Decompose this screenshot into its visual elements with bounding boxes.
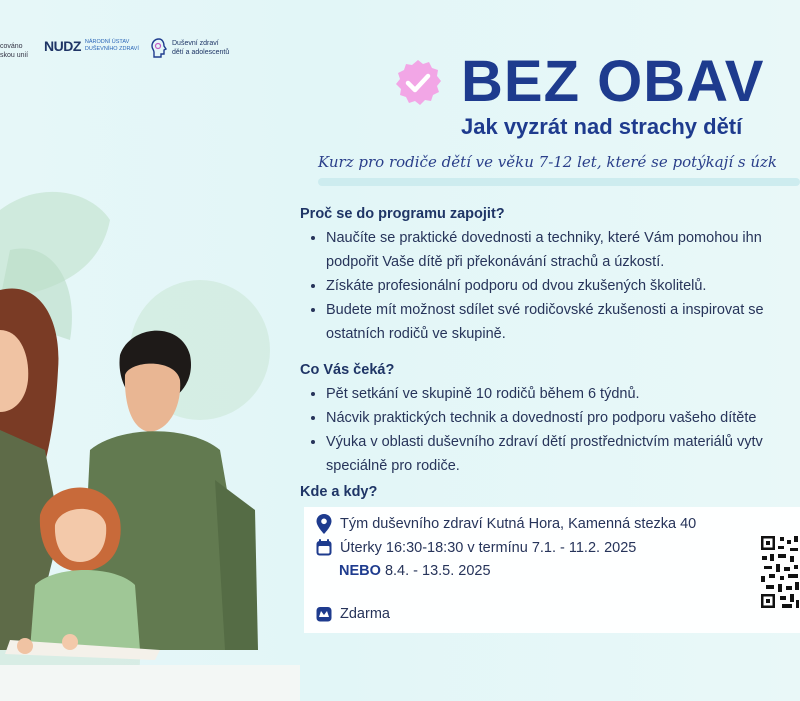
alt-dates bbox=[339, 563, 491, 579]
location-row bbox=[316, 514, 696, 534]
list-item: • Výuka v oblasti duševního zdraví dětí prostřednictvím materiálů vytv speciálně pro rodiče. bbox=[326, 430, 763, 478]
alt-dates-text: 8.4. - 13.5. 2025 bbox=[384, 563, 491, 579]
eu-line-2: skou unií bbox=[0, 52, 29, 59]
dates-text: Úterky 16:30-18:30 v termínu 7.1. - 11.2. 2025 bbox=[340, 539, 637, 556]
list-item: • Pět setkání ve skupině 10 rodičů během 6 týdnů. bbox=[326, 382, 763, 406]
nudz-line-1: NÁRODNÍ ÚSTAV bbox=[84, 39, 130, 45]
tagline-highlight bbox=[318, 178, 800, 186]
dates-row bbox=[316, 539, 636, 556]
price-text: Zdarma bbox=[340, 606, 390, 622]
location-text: Tým duševního zdraví Kutná Hora, Kamenná stezka 40 bbox=[340, 516, 697, 532]
nudz-mark: NUDZ bbox=[44, 38, 81, 54]
eu-line-1: cováno bbox=[0, 43, 23, 50]
list-item: • Naučíte se praktické dovednosti a techniky, které Vám pomohou ihn podpořit Vaše dítě při překonávání strachů a úzkostí. bbox=[326, 226, 764, 274]
price-row bbox=[316, 606, 390, 622]
section-heading: Kde a kdy? bbox=[300, 484, 378, 500]
partner-logos bbox=[0, 38, 260, 68]
qr-code[interactable] bbox=[760, 534, 800, 610]
dzda-line-1: Duševní zdraví bbox=[172, 40, 219, 47]
expect-list bbox=[300, 382, 763, 478]
wallet-icon bbox=[316, 606, 332, 622]
why-list bbox=[300, 226, 764, 346]
section-where bbox=[300, 484, 377, 500]
head-profile-icon bbox=[150, 38, 168, 58]
list-item: • Budete mít možnost sdílet své rodičovské zkušenosti a inspirovat se ostatních rodičů ve skupině. bbox=[326, 298, 764, 346]
list-item: • Získáte profesionální podporu od dvou zkušených školitelů. bbox=[326, 274, 764, 298]
page-title: BEZ OBAV bbox=[461, 49, 765, 114]
dzda-line-2: dětí a adolescentů bbox=[172, 49, 230, 56]
eu-logo-text bbox=[0, 42, 28, 60]
section-heading: Co Vás čeká? bbox=[300, 362, 395, 378]
section-why bbox=[300, 206, 764, 346]
page-subtitle: Jak vyzrát nad strachy dětí bbox=[461, 114, 743, 139]
dzda-logo bbox=[150, 38, 229, 58]
tagline: Kurz pro rodiče dětí ve věku 7-12 let, které se potýkají s úzk bbox=[318, 153, 778, 171]
section-heading: Proč se do programu zapojit? bbox=[300, 206, 505, 222]
nudz-logo bbox=[44, 38, 139, 54]
map-pin-icon bbox=[316, 514, 332, 534]
alt-label: NEBO bbox=[339, 563, 381, 579]
family-illustration bbox=[0, 180, 300, 701]
nudz-line-2: DUŠEVNÍHO ZDRAVÍ bbox=[84, 46, 139, 52]
check-badge-icon bbox=[393, 58, 443, 108]
list-item: • Nácvik praktických technik a dovedností pro podporu vašeho dítěte bbox=[326, 406, 763, 430]
section-expect bbox=[300, 362, 763, 478]
calendar-icon bbox=[316, 539, 332, 556]
